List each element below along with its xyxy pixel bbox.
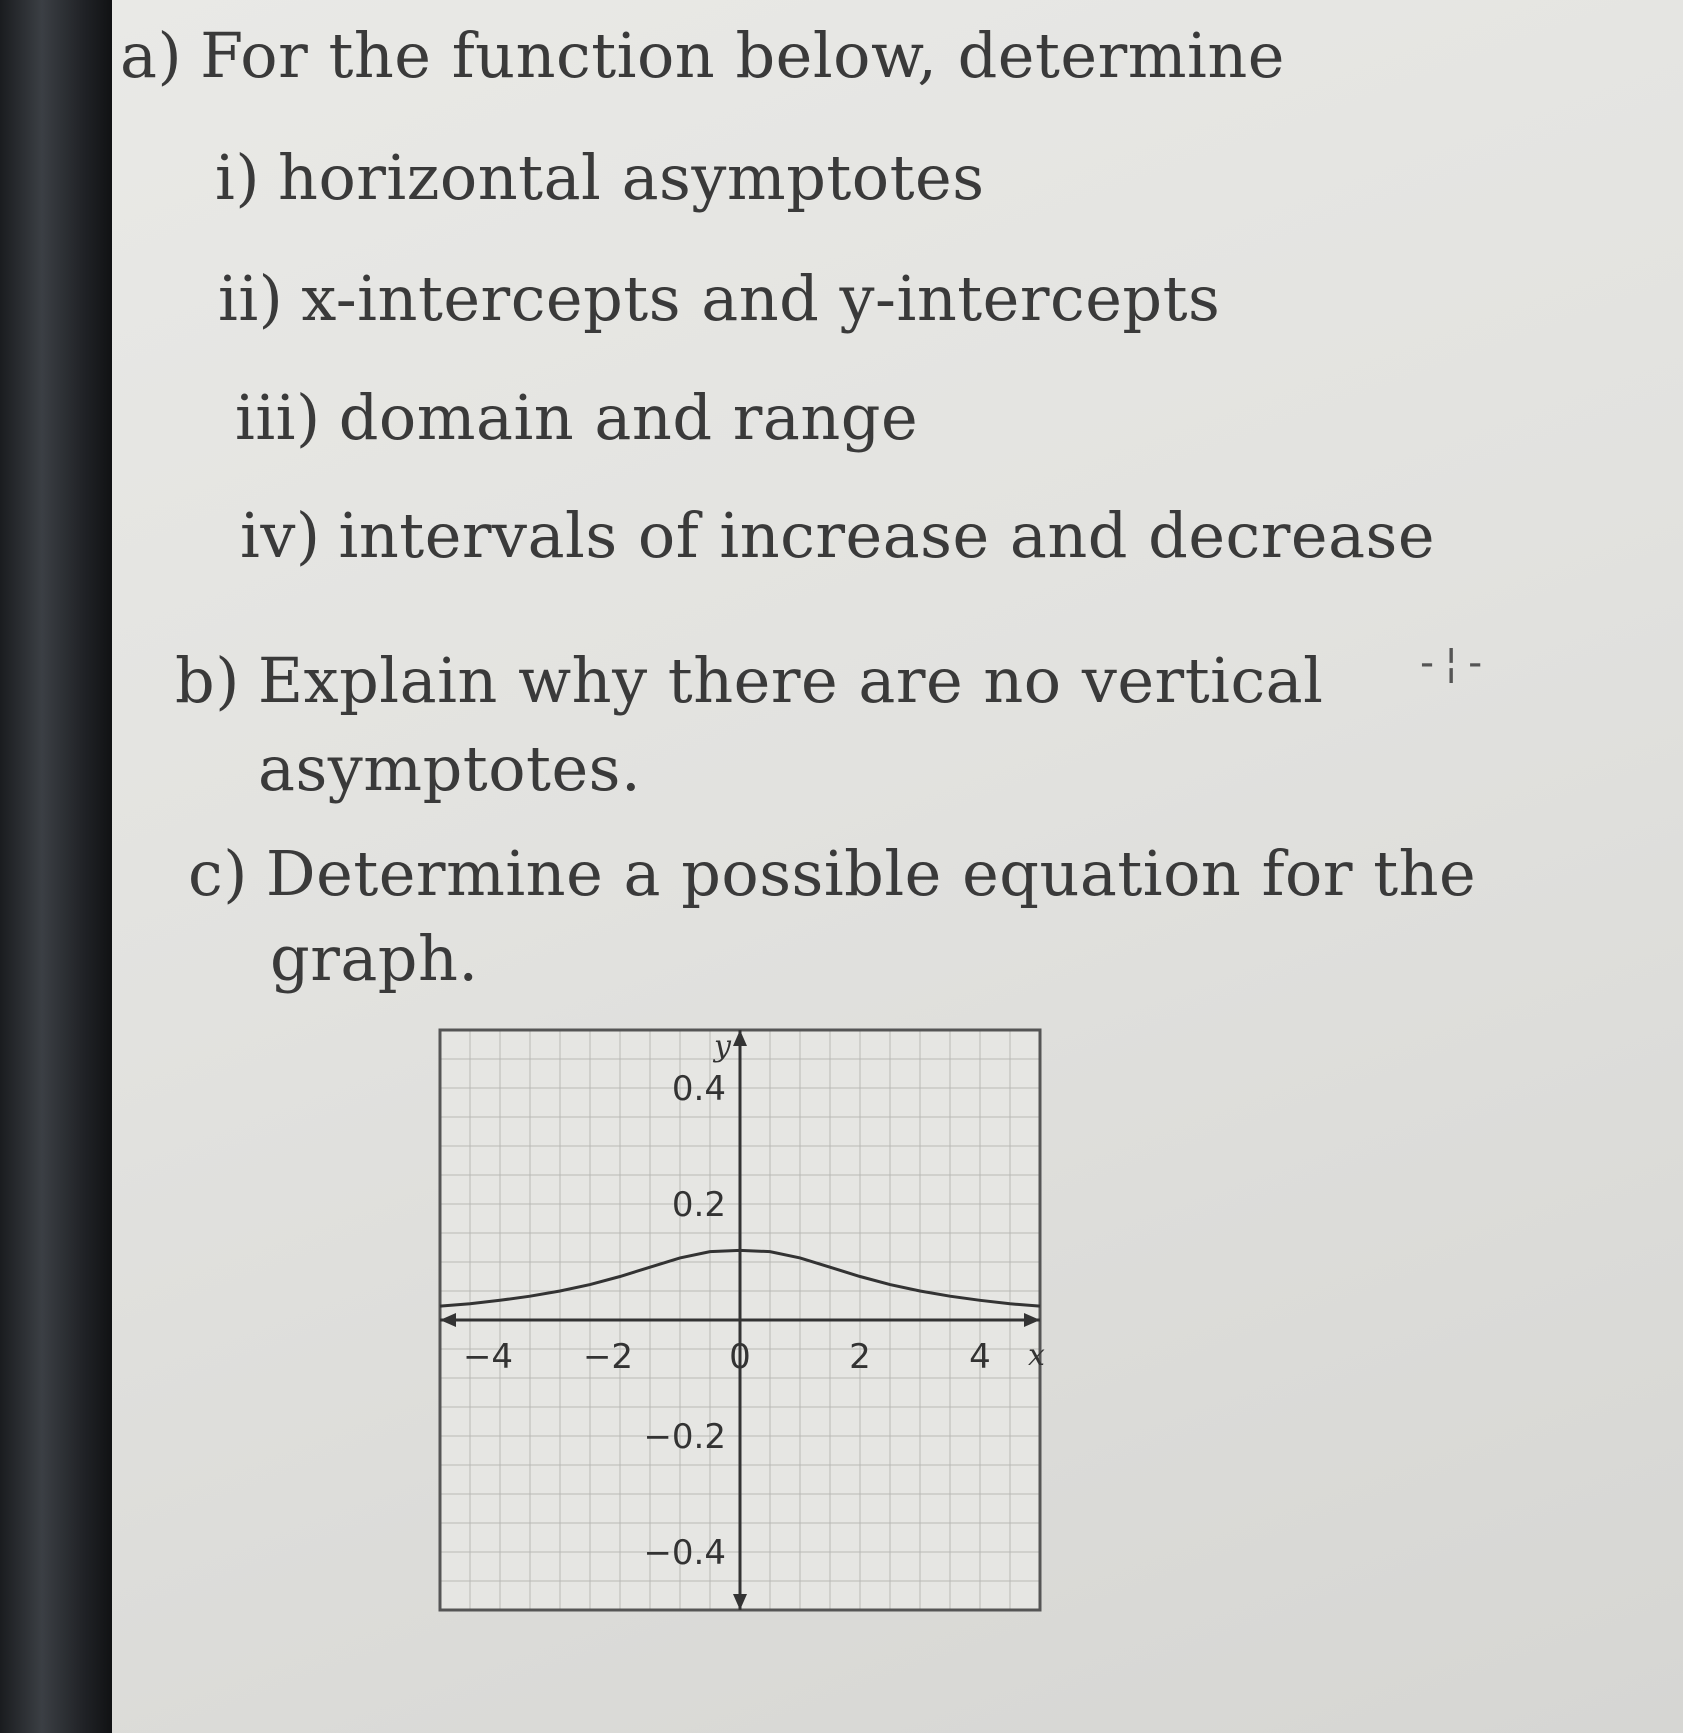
question-a: [120, 19, 1285, 92]
question-a-item-2: [218, 262, 1221, 335]
x-tick-label: −4: [462, 1337, 514, 1377]
question-c-label: c): [188, 837, 248, 910]
function-graph: [430, 1020, 1050, 1620]
question-c: [188, 837, 1477, 910]
x-tick-label: −2: [582, 1337, 634, 1377]
question-a-text: For the function below, determine: [200, 19, 1285, 92]
x-axis-label: x: [1028, 1338, 1045, 1373]
question-b: [175, 644, 1324, 717]
question-a-label: a): [120, 19, 183, 92]
x-tick-label: 0: [729, 1337, 751, 1377]
y-tick-label: 0.2: [671, 1185, 726, 1225]
item-label: iv): [240, 499, 321, 572]
question-c-text-2: graph.: [270, 922, 479, 995]
question-b-text-2: asymptotes.: [258, 732, 642, 805]
question-b-label: b): [175, 644, 240, 717]
x-tick-label: 4: [969, 1337, 991, 1377]
question-a-item-4: [240, 499, 1436, 572]
question-c-text: Determine a possible equation for the: [265, 837, 1477, 910]
question-b-text: Explain why there are no vertical: [257, 644, 1324, 717]
item-label: ii): [218, 262, 284, 335]
crosshair-cursor-icon: -¦-: [1415, 640, 1488, 686]
question-a-item-3: [235, 381, 919, 454]
question-b-continuation: [258, 732, 642, 805]
monitor-bezel: [0, 0, 120, 1733]
item-label: i): [215, 141, 261, 214]
item-text: horizontal asymptotes: [278, 141, 985, 214]
graph-svg: [430, 1020, 1050, 1620]
item-text: domain and range: [338, 381, 919, 454]
y-tick-label: −0.2: [643, 1417, 726, 1457]
item-label: iii): [235, 381, 321, 454]
question-c-continuation: [270, 922, 479, 995]
y-tick-label: 0.4: [671, 1069, 726, 1109]
item-text: x-intercepts and y-intercepts: [301, 262, 1221, 335]
y-axis-label: y: [714, 1029, 731, 1064]
item-text: intervals of increase and decrease: [338, 499, 1436, 572]
question-a-item-1: [215, 141, 985, 214]
y-tick-label: −0.4: [643, 1533, 726, 1573]
x-tick-label: 2: [849, 1337, 871, 1377]
